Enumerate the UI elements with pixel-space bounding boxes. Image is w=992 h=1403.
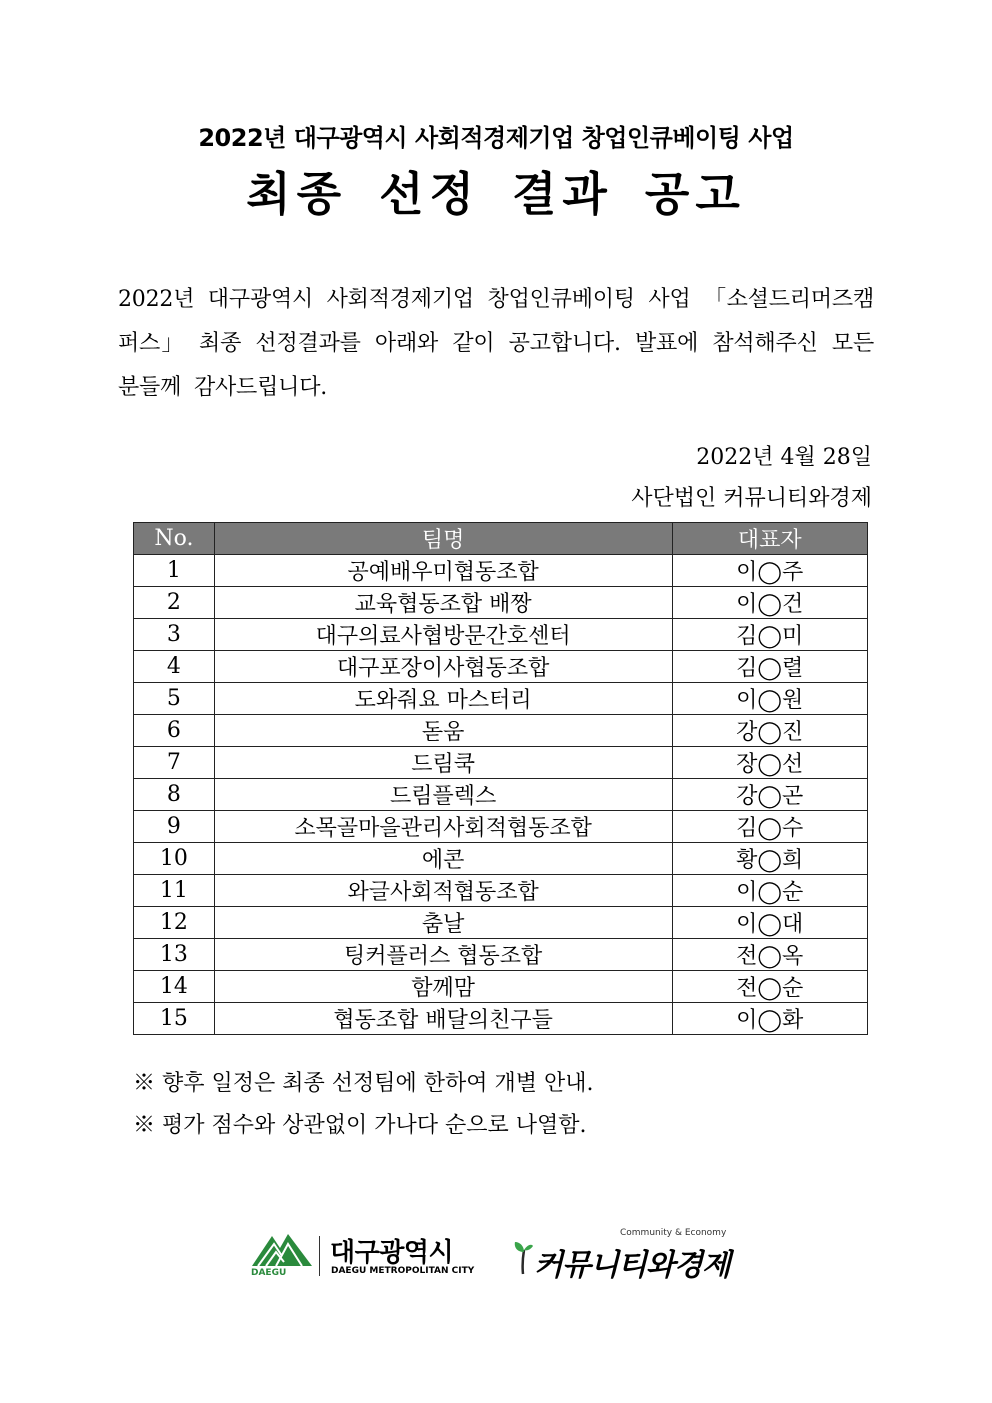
row-team-name: 대구포장이사협동조합 <box>214 651 672 683</box>
row-no: 11 <box>134 875 215 907</box>
row-no: 8 <box>134 779 215 811</box>
row-representative: 황◯희 <box>672 843 868 875</box>
row-no: 5 <box>134 683 215 715</box>
selection-results-table <box>133 522 868 1035</box>
row-representative: 김◯미 <box>672 619 868 651</box>
row-team-name: 함께맘 <box>214 971 672 1003</box>
announcement-date: 2022년 4월 28일 <box>696 445 872 470</box>
announcement-subtitle: 2022년 대구광역시 사회적경제기업 창업인큐베이팅 사업 <box>198 124 794 152</box>
row-team-name: 돋움 <box>214 715 672 747</box>
note-ordering: ※ 평가 점수와 상관없이 가나다 순으로 나열함. <box>133 1113 587 1138</box>
row-no: 7 <box>134 747 215 779</box>
row-representative: 이◯화 <box>672 1003 868 1035</box>
row-team-name: 와글사회적협동조합 <box>214 875 672 907</box>
issuing-organization: 사단법인 커뮤니티와경제 <box>631 486 872 511</box>
community-economy-script: 커뮤니티와경제 <box>534 1248 730 1283</box>
logo-divider <box>319 1236 320 1276</box>
row-no: 9 <box>134 811 215 843</box>
table-row <box>134 715 868 747</box>
row-no: 3 <box>134 619 215 651</box>
daegu-mountain-icon <box>250 1230 314 1268</box>
row-representative: 전◯옥 <box>672 939 868 971</box>
row-team-name: 소목골마을관리사회적협동조합 <box>214 811 672 843</box>
table-row <box>134 779 868 811</box>
row-team-name: 공예배우미협동조합 <box>214 555 672 587</box>
row-team-name: 드림쿡 <box>214 747 672 779</box>
table-row <box>134 939 868 971</box>
row-representative: 강◯곤 <box>672 779 868 811</box>
row-team-name: 대구의료사협방문간호센터 <box>214 619 672 651</box>
row-no: 14 <box>134 971 215 1003</box>
table-row <box>134 907 868 939</box>
community-economy-logo <box>512 1226 732 1286</box>
table-row <box>134 971 868 1003</box>
row-no: 10 <box>134 843 215 875</box>
row-no: 6 <box>134 715 215 747</box>
row-no: 12 <box>134 907 215 939</box>
table-row <box>134 555 868 587</box>
row-team-name: 협동조합 배달의친구들 <box>214 1003 672 1035</box>
row-representative: 김◯수 <box>672 811 868 843</box>
row-team-name: 드림플렉스 <box>214 779 672 811</box>
row-no: 1 <box>134 555 215 587</box>
table-row <box>134 619 868 651</box>
row-representative: 이◯원 <box>672 683 868 715</box>
row-representative: 김◯렬 <box>672 651 868 683</box>
table-row <box>134 683 868 715</box>
row-representative: 장◯선 <box>672 747 868 779</box>
table-row <box>134 747 868 779</box>
table-row <box>134 811 868 843</box>
row-no: 2 <box>134 587 215 619</box>
daegu-name-en: DAEGU METROPOLITAN CITY <box>331 1266 475 1276</box>
row-no: 15 <box>134 1003 215 1035</box>
row-representative: 이◯주 <box>672 555 868 587</box>
daegu-mark-label: DAEGU <box>251 1268 287 1278</box>
table-row <box>134 1003 868 1035</box>
row-no: 13 <box>134 939 215 971</box>
note-schedule: ※ 향후 일정은 최종 선정팀에 한하여 개별 안내. <box>133 1071 594 1096</box>
announcement-title: 최종 선정 결과 공고 <box>246 167 746 221</box>
sprout-icon <box>512 1236 534 1276</box>
row-representative: 이◯순 <box>672 875 868 907</box>
notes <box>133 1063 593 1147</box>
row-team-name: 도와줘요 마스터리 <box>214 683 672 715</box>
header-team-name: 팀명 <box>214 523 672 555</box>
table-row <box>134 651 868 683</box>
row-no: 4 <box>134 651 215 683</box>
table-header-row <box>134 523 868 555</box>
table-row <box>134 875 868 907</box>
table-row <box>134 843 868 875</box>
community-economy-tagline: Community & Economy <box>620 1228 727 1238</box>
row-representative: 전◯순 <box>672 971 868 1003</box>
daegu-name-kr: 대구광역시 <box>330 1238 454 1268</box>
row-team-name: 교육협동조합 배짱 <box>214 587 672 619</box>
row-representative: 이◯건 <box>672 587 868 619</box>
row-team-name: 팅커플러스 협동조합 <box>214 939 672 971</box>
header-representative: 대표자 <box>672 523 868 555</box>
row-team-name: 춤날 <box>214 907 672 939</box>
row-team-name: 에콘 <box>214 843 672 875</box>
row-representative: 강◯진 <box>672 715 868 747</box>
row-representative: 이◯대 <box>672 907 868 939</box>
daegu-logo <box>250 1230 490 1280</box>
intro-paragraph: 2022년 대구광역시 사회적경제기업 창업인큐베이팅 사업 「소셜드리머즈캠퍼스」 최종 선정결과를 아래와 같이 공고합니다. 발표에 참석해주신 모든분들께 감사드립니다. <box>118 287 874 400</box>
table-row <box>134 587 868 619</box>
header-no: No. <box>134 523 215 555</box>
